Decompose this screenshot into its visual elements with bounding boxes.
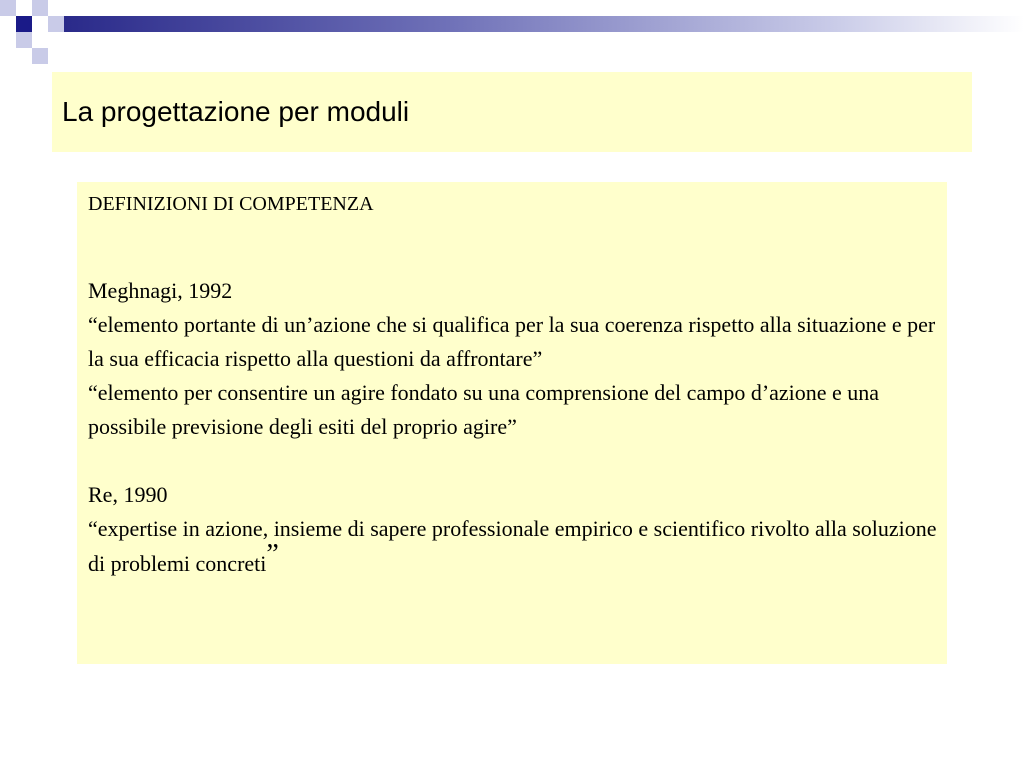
- definition-quote: “elemento per consentire un agire fondato su una comprensione del campo d’azione e una possibile previsione degli esiti del proprio agire”: [88, 380, 880, 439]
- content-box: [77, 182, 947, 664]
- slide-title: La progettazione per moduli: [62, 96, 410, 127]
- spacer: [88, 216, 937, 274]
- citation-author: Re, 1990: [88, 482, 168, 507]
- decorative-square: [16, 32, 32, 48]
- definition-quote: “elemento portante di un’azione che si qualifica per la sua coerenza rispetto alla situazione e per la sua efficacia rispetto alla questioni da affrontare”: [88, 312, 936, 371]
- decorative-square: [32, 0, 48, 16]
- decorative-square: [64, 32, 80, 48]
- spacer: [88, 444, 937, 478]
- decorative-square: [16, 16, 32, 32]
- title-box: [52, 72, 972, 152]
- definition-quote-text: “expertise in azione, insieme di sapere professionale empirico e scientifico rivolto alla soluzione di problemi concreti: [88, 516, 937, 576]
- decorative-square: [48, 0, 64, 16]
- decorative-square: [48, 16, 64, 32]
- section-heading: DEFINIZIONI DI COMPETENZA: [88, 193, 374, 215]
- decorative-square: [0, 0, 16, 16]
- header-gradient-bar: [64, 16, 1024, 32]
- citation-author: Meghnagi, 1992: [88, 278, 233, 303]
- decorative-square: [32, 48, 48, 64]
- closing-quote-mark: ”: [266, 539, 279, 570]
- definition-quote: [88, 512, 937, 581]
